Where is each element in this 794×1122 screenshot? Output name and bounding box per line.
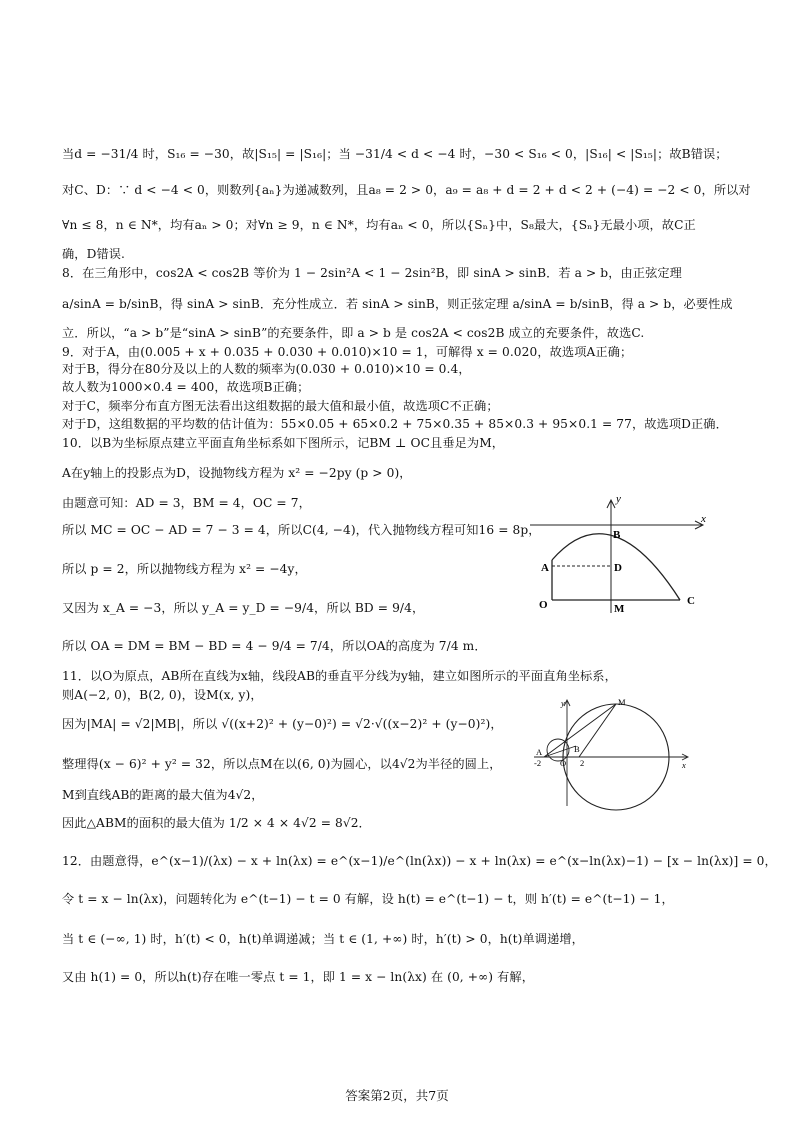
text-line-20: 11．以O为原点，AB所在直线为x轴，线段AB的垂直平分线为y轴，建立如图所示的平面直角坐标系， [62,669,617,683]
text-line-12: 对于D，这组数据的平均数的估计值为：55×0.05 + 65×0.2 + 75×0.35 + 85×0.3 + 95×0.1 = 77，故选项D正确． [62,417,728,431]
fig2-label-2: 2 [580,758,585,768]
fig1-label-C: C [687,595,695,607]
text-line-11: 对于C，频率分布直方图无法看出这组数据的最大值和最小值，故选项C不正确； [62,399,499,413]
text-line-14: A在y轴上的投影点为D，设抛物线方程为 x² = −2py (p > 0)， [62,466,412,480]
fig2-label-O: O [560,758,567,768]
text-line-4: 确，D错误. [62,247,125,261]
fig2-label-M: M [618,697,626,707]
text-line-8: 9．对于A，由(0.005 + x + 0.035 + 0.030 + 0.010)×10 = 1，可解得 x = 0.020，故选项A正确； [62,345,633,359]
text-line-21: 则A(−2, 0)，B(2, 0)，设M(x, y)， [62,688,263,702]
text-line-28: 当 t ∈ (−∞, 1) 时，h′(t) < 0，h(t)单调递减；当 t ∈ (1, +∞) 时，h′(t) > 0，h(t)单调递增， [62,932,584,946]
text-line-3: ∀n ≤ 8，n ∈ N*，均有aₙ > 0；对∀n ≥ 9，n ∈ N*，均有aₙ < 0，所以{Sₙ}中，S₈最大，{Sₙ}无最小项，故C正 [62,218,696,232]
text-line-10: 故人数为1000×0.4 = 400，故选项B正确； [62,380,310,394]
parabola-figure [525,488,715,623]
text-line-22: 因为|MA| = √2|MB|，所以 √((x+2)² + (y−0)²) = √2·√((x−2)² + (y−0)²)， [62,717,503,731]
text-line-25: 因此△ABM的面积的最大值为 1/2 × 4 × 4√2 = 8√2． [62,816,371,830]
fig2-label-B: B [574,744,580,754]
text-line-16: 所以 MC = OC − AD = 7 − 3 = 4，所以C(4, −4)，代入抛物线方程可知16 = 8p， [62,523,541,537]
text-line-13: 10．以B为坐标原点建立平面直角坐标系如下图所示，记BM ⊥ OC且垂足为M， [62,436,505,450]
fig1-label-B: B [613,529,621,541]
fig1-label-A: A [541,562,549,574]
fig1-label-y: y [616,493,621,505]
fig2-label-x: x [682,760,686,770]
text-line-9: 对于B，得分在80分及以上的人数的频率为(0.030 + 0.010)×10 = 0.4， [62,362,471,376]
text-line-15: 由题意可知：AD = 3，BM = 4，OC = 7， [62,496,311,510]
text-line-19: 所以 OA = DM = BM − BD = 4 − 9/4 = 7/4，所以OA的高度为 7/4 m． [62,639,487,653]
text-line-7: 立．所以，“a > b”是“sinA > sinB”的充要条件，即 a > b 是 cos2A < cos2B 成立的充要条件，故选C. [62,326,645,340]
text-line-2: 对C、D：∵ d < −4 < 0，则数列{aₙ}为递减数列，且a₈ = 2 > 0，a₉ = a₈ + d = 2 + d < 2 + (−4) = −2 < 0，所以对 [62,183,751,197]
fig2-label-A: A [536,747,543,757]
fig1-label-D: D [614,562,622,574]
fig2-label-y: y [561,698,565,708]
text-line-26: 12．由题意得，e^(x−1)/(λx) − x + ln(λx) = e^(x−1)/e^(ln(λx)) − x + ln(λx) = e^(x−ln(λx)−1) − [x − ln(λx)] = 0， [62,854,777,868]
text-line-6: a/sinA = b/sinB，得 sinA > sinB．充分性成立．若 sinA > sinB，则正弦定理 a/sinA = b/sinB，得 a > b，必要性成 [62,297,733,311]
fig1-label-M: M [614,603,625,615]
text-line-1: 当d = −31/4 时，S₁₆ = −30，故|S₁₅| = |S₁₆|；当 −31/4 < d < −4 时，−30 < S₁₆ < 0，|S₁₆| < |S₁₅|；故B错误； [62,147,728,161]
circle-figure [530,694,695,812]
text-line-23: 整理得(x − 6)² + y² = 32，所以点M在以(6, 0)为圆心，以4√2为半径的圆上， [62,757,502,771]
fig1-label-O: O [539,599,548,611]
text-line-24: M到直线AB的距离的最大值为4√2， [62,788,264,802]
text-line-5: 8．在三角形中，cos2A < cos2B 等价为 1 − 2sin²A < 1 − 2sin²B，即 sinA > sinB．若 a > b，由正弦定理 [62,266,682,280]
page-footer: 答案第2页，共7页 [345,1088,449,1103]
text-line-18: 又因为 x_A = −3，所以 y_A = y_D = −9/4，所以 BD = 9/4， [62,601,425,615]
fig2-label-neg2: -2 [534,758,542,768]
text-line-17: 所以 p = 2，所以抛物线方程为 x² = −4y， [62,562,307,576]
text-line-29: 又由 h(1) = 0，所以h(t)存在唯一零点 t = 1，即 1 = x − ln(λx) 在 (0, +∞) 有解， [62,970,535,984]
fig1-label-x: x [701,513,706,525]
text-line-27: 令 t = x − ln(λx)，问题转化为 e^(t−1) − t = 0 有解，设 h(t) = e^(t−1) − t，则 h′(t) = e^(t−1) − 1， [62,892,674,906]
